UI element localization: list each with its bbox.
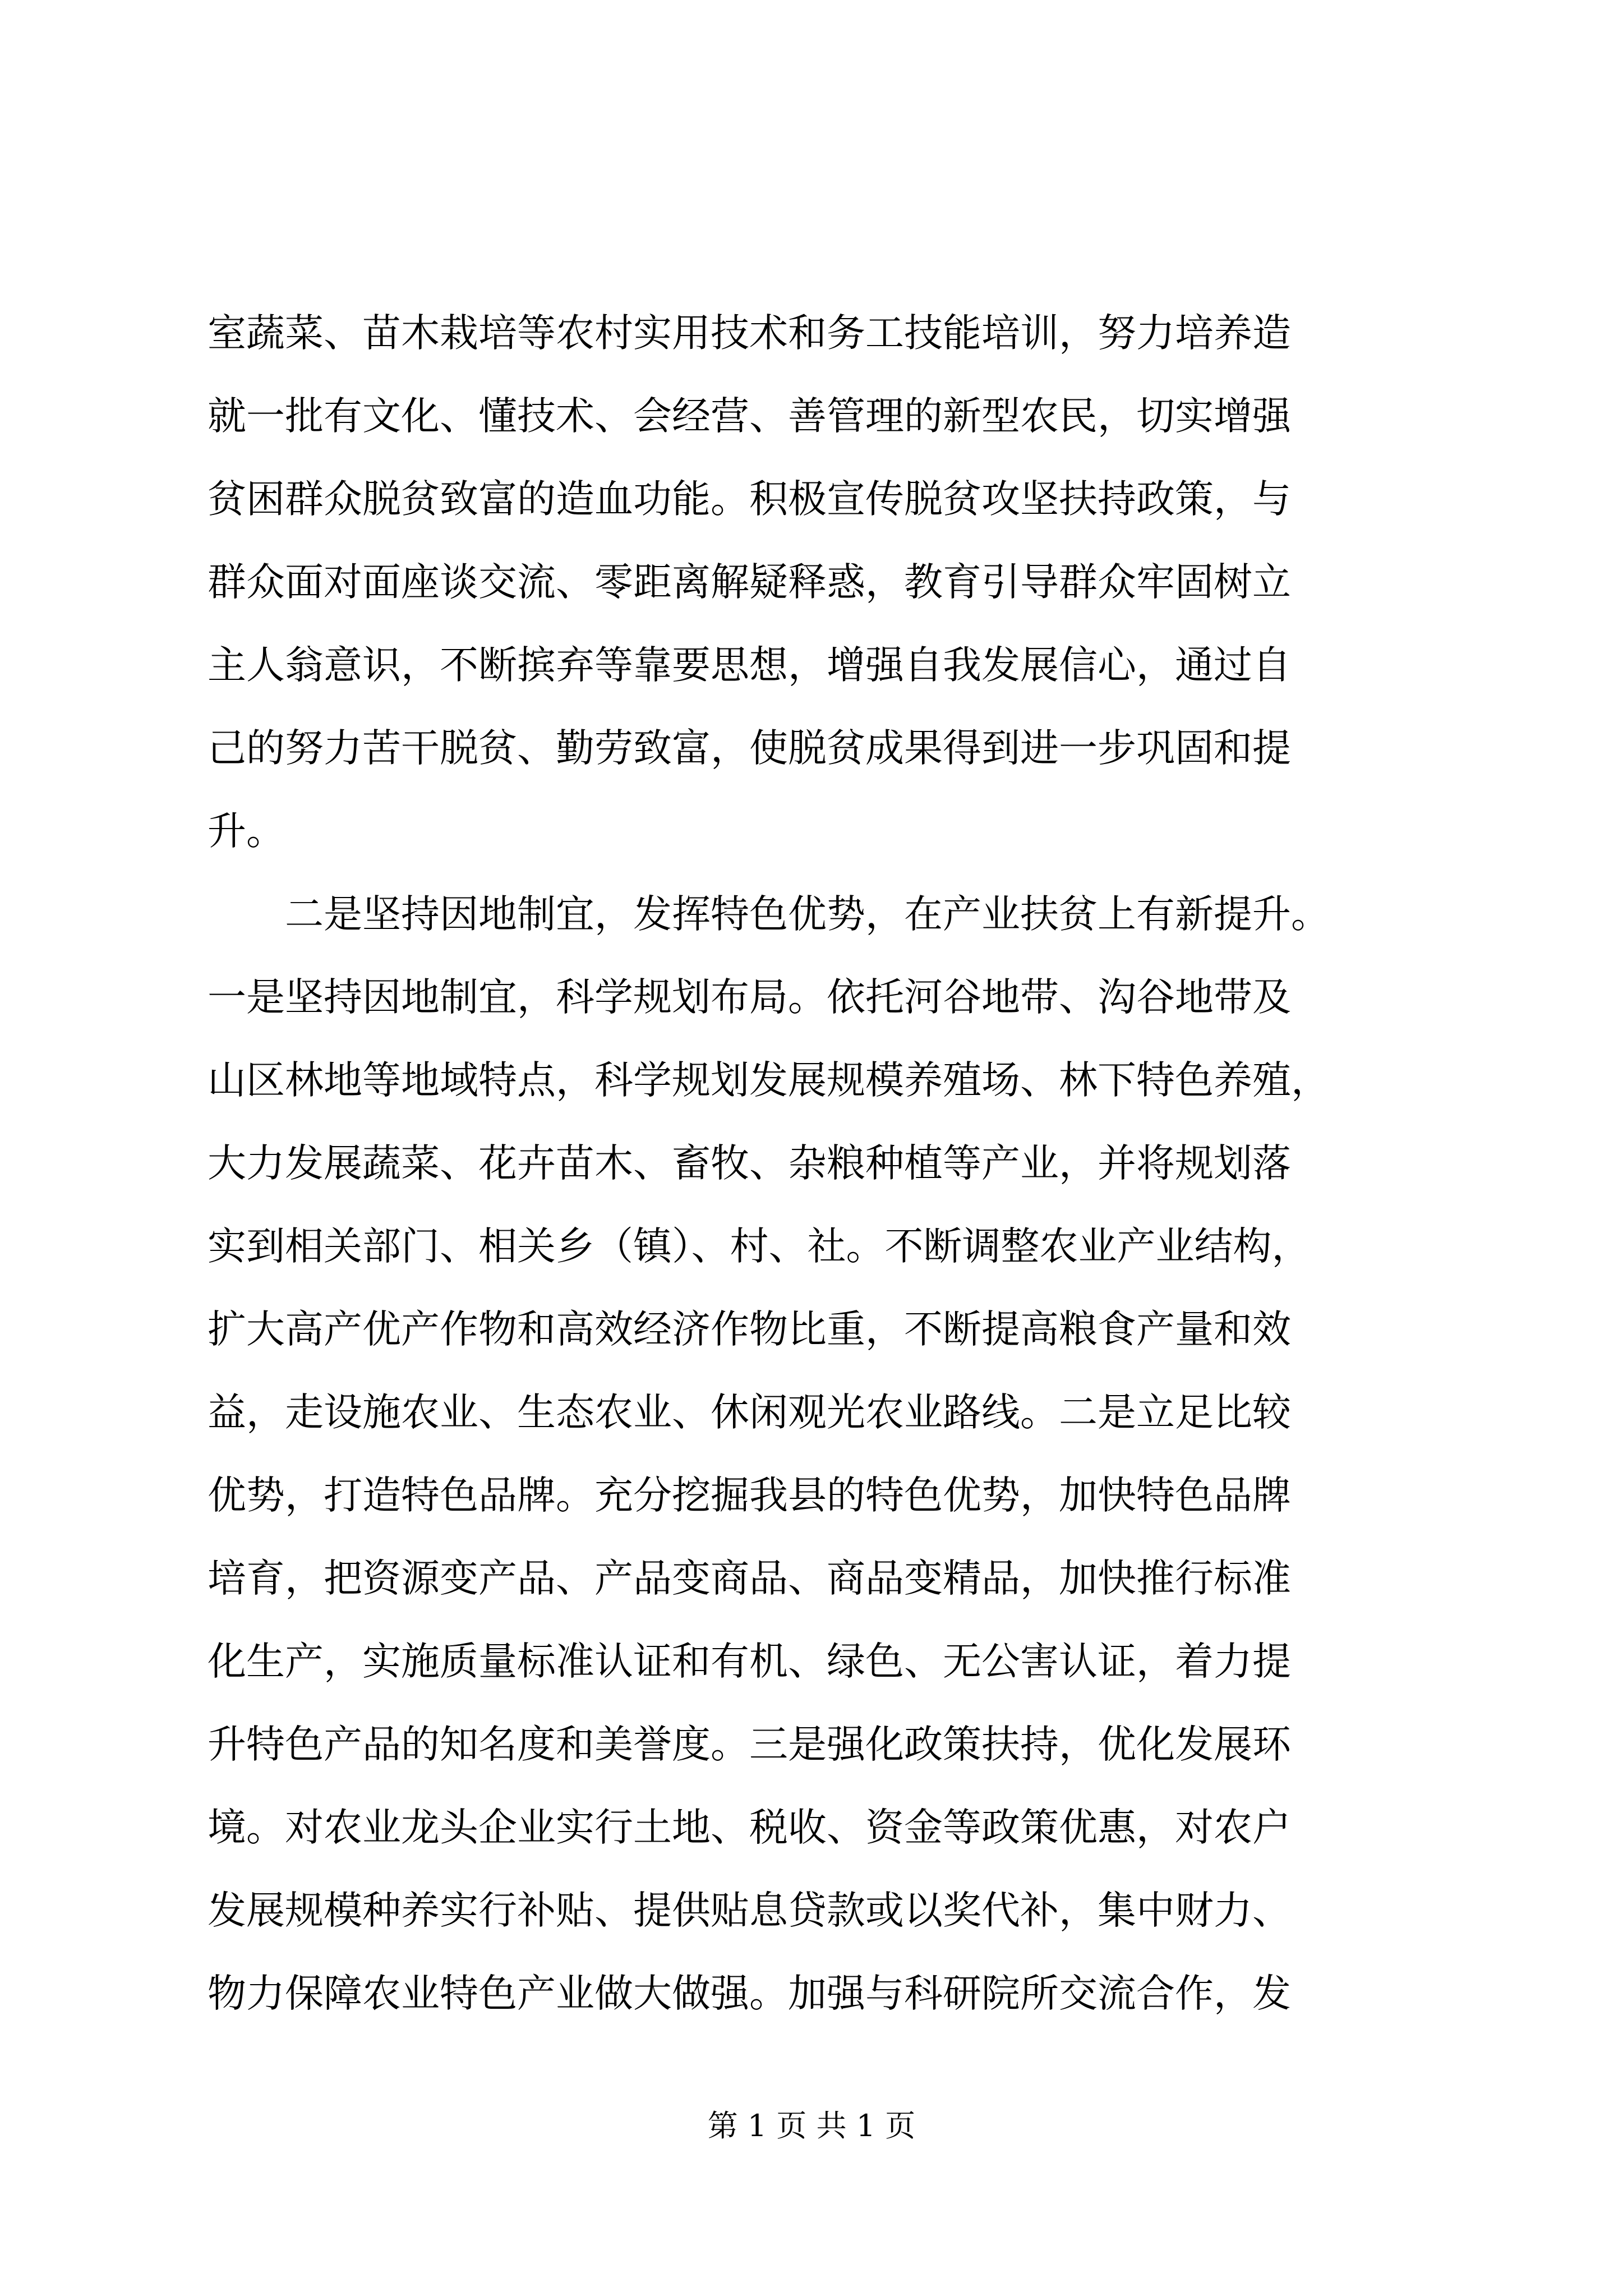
text-line: 化生产，实施质量标准认证和有机、绿色、无公害认证，着力提 <box>208 1639 1291 1684</box>
text-line: 主人翁意识，不断摈弃等靠要思想，增强自我发展信心，通过自 <box>208 643 1291 688</box>
text-line: 己的努力苦干脱贫、勤劳致富，使脱贫成果得到进一步巩固和提 <box>208 726 1291 771</box>
text-line: 山区林地等地域特点，科学规划发展规模养殖场、林下特色养殖， <box>208 1058 1330 1103</box>
text-line: 升。 <box>208 809 285 854</box>
text-line: 发展规模种养实行补贴、提供贴息贷款或以奖代补，集中财力、 <box>208 1888 1291 1933</box>
text-line: 大力发展蔬菜、花卉苗木、畜牧、杂粮种植等产业，并将规划落 <box>208 1141 1291 1186</box>
text-line: 优势，打造特色品牌。充分挖掘我县的特色优势，加快特色品牌 <box>208 1473 1291 1518</box>
text-line: 境。对农业龙头企业实行土地、税收、资金等政策优惠，对农户 <box>208 1805 1291 1850</box>
text-line: 就一批有文化、懂技术、会经营、善管理的新型农民，切实增强 <box>208 394 1291 439</box>
text-line: 升特色产品的知名度和美誉度。三是强化政策扶持，优化发展环 <box>208 1722 1291 1767</box>
text-line: 培育，把资源变产品、产品变商品、商品变精品，加快推行标准 <box>208 1556 1291 1601</box>
text-line: 实到相关部门、相关乡（镇）、村、社。不断调整农业产业结构， <box>208 1224 1311 1269</box>
text-line: 群众面对面座谈交流、零距离解疑释惑，教育引导群众牢固树立 <box>208 560 1291 605</box>
text-line: 益，走设施农业、生态农业、休闲观光农业路线。二是立足比较 <box>208 1390 1291 1435</box>
text-line: 贫困群众脱贫致富的造血功能。积极宣传脱贫攻坚扶持政策，与 <box>208 477 1291 522</box>
text-line: 室蔬菜、苗木栽培等农村实用技术和务工技能培训，努力培养造 <box>208 311 1291 356</box>
body-text <box>208 292 1419 2035</box>
text-line: 二是坚持因地制宜，发挥特色优势，在产业扶贫上有新提升。 <box>208 892 1330 937</box>
text-line: 物力保障农业特色产业做大做强。加强与科研院所交流合作，发 <box>208 1971 1291 2016</box>
text-line: 一是坚持因地制宜，科学规划布局。依托河谷地带、沟谷地带及 <box>208 975 1291 1020</box>
text-line: 扩大高产优产作物和高效经济作物比重，不断提高粮食产量和效 <box>208 1307 1291 1352</box>
page-footer: 第 1 页 共 1 页 <box>707 2108 916 2143</box>
